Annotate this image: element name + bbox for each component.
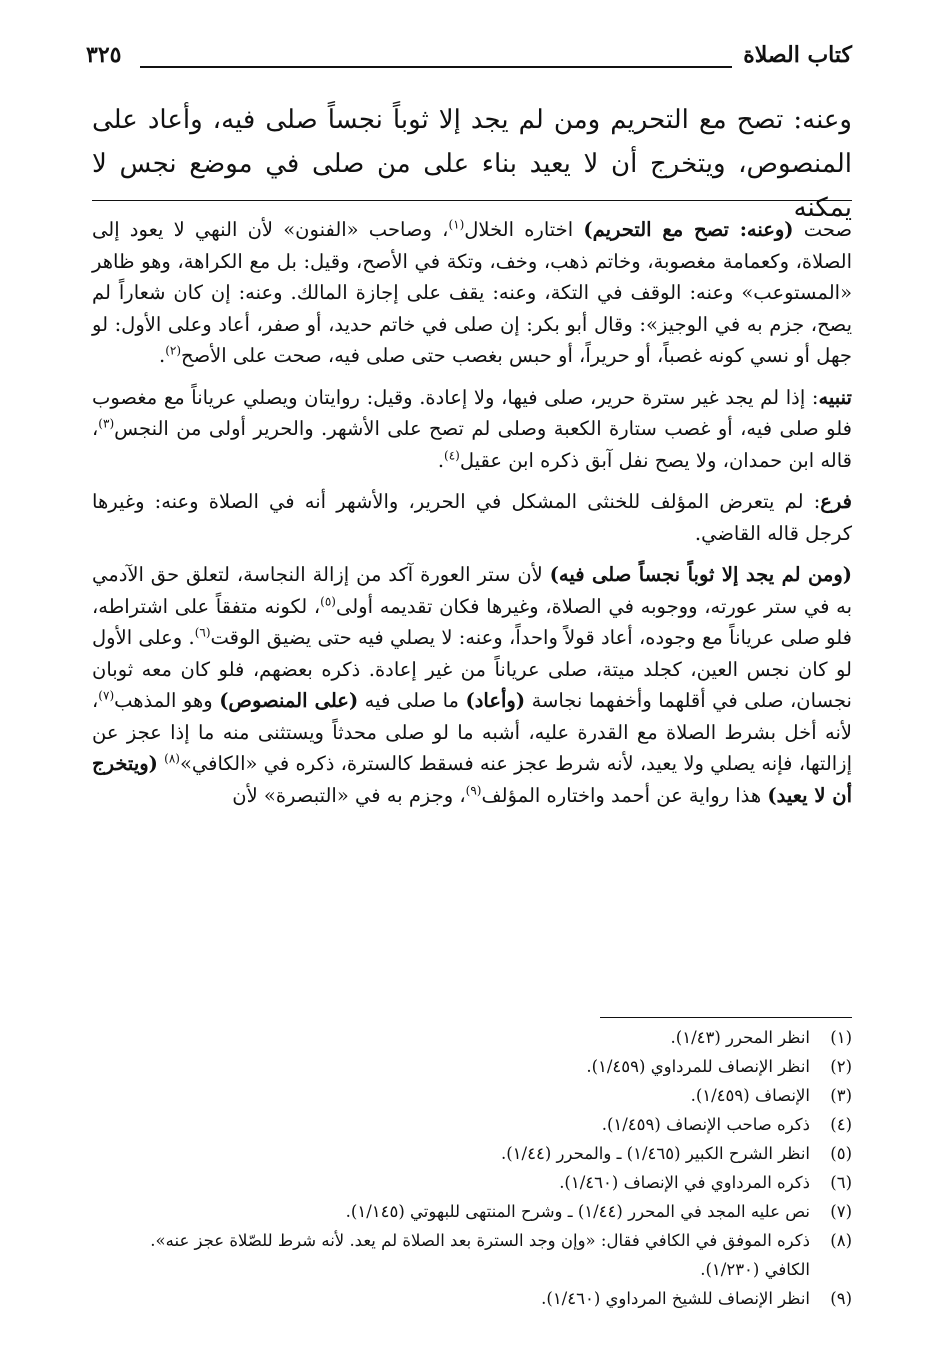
quoted-matn: (وعنه: تصح مع التحريم) xyxy=(583,218,794,241)
footnote-item xyxy=(92,1023,852,1052)
text-run: ، لكونه متفقاً على اشتراطه، فلو صلى عرياناً مع وجوده، أعاد قولاً واحداً، وعنه: لا يصلي فيه حتى يضيق الوقت xyxy=(92,594,852,649)
text-run: : إذا لم يجد غير سترة حرير، صلى فيها، ولا إعادة. وقيل: روايتان ويصلي عرياناً مع مغصوب فلو صلى فيه، أو غصب ستارة الكعبة وصلى لم تصح على الأشهر. والحرير أولى من النجس xyxy=(92,385,852,440)
text-run: اختاره الخلال xyxy=(464,218,584,241)
footnote-ref[interactable]: (٩) xyxy=(465,783,482,797)
commentary-paragraph-4 xyxy=(92,559,852,811)
footnote-text: ذكره المرداوي في الإنصاف (١/٤٦٠). xyxy=(559,1173,810,1192)
text-run: ، لأنه أخل بشرط الصلاة مع القدرة عليه، أشبه ما لو صلى محدثاً ويستثنى منه ما إذا عجز عن إزالتها، فإنه يصلي ولا يعيد، لأنه شرط عجز عنه فسقط كالسترة، ذكره في «الكافي» xyxy=(92,689,853,775)
text-run: ما صلى فيه xyxy=(358,689,466,712)
note-label: تنبيه xyxy=(818,385,852,409)
commentary xyxy=(92,214,852,817)
footnote-text: نص عليه المجد في المحرر (١/٤٤) ـ وشرح المنتهى للبهوتي (١/١٤٥). xyxy=(345,1202,810,1221)
footnote-number: (٩) xyxy=(830,1289,852,1308)
footnote-number: (٢) xyxy=(830,1057,852,1076)
footnote-text: انظر المحرر (١/٤٣). xyxy=(670,1028,810,1047)
footnote-number: (٧) xyxy=(830,1202,852,1221)
footnote-item xyxy=(92,1139,852,1168)
main-text-paragraph: وعنه: تصح مع التحريم ومن لم يجد إلا ثوباً نجساً صلى فيه، وأعاد على المنصوص، ويتخرج أن لا يعيد بناء على من صلى في موضع نجس لا يمكنه xyxy=(92,105,852,223)
footnote-ref[interactable]: (٥) xyxy=(320,594,336,608)
footnote-number: (٤) xyxy=(830,1115,852,1134)
footnote-item xyxy=(92,1197,852,1226)
footnote-ref[interactable]: (٣) xyxy=(98,416,115,431)
footnote-number: (٣) xyxy=(830,1086,852,1105)
footnote-ref[interactable]: (٨) xyxy=(164,751,180,766)
footnotes xyxy=(92,1023,852,1313)
footnote-text: الإنصاف (١/٤٥٩). xyxy=(690,1086,810,1105)
footnote-ref[interactable]: (٧) xyxy=(98,688,115,703)
footnote-item xyxy=(92,1110,852,1139)
footnote-number: (٦) xyxy=(830,1173,852,1192)
commentary-paragraph-3 xyxy=(92,486,852,549)
branch-label: فرع xyxy=(820,490,852,513)
text-run: ، وصاحب «الفنون» لأن النهي لا يعود إلى الصلاة، وكعمامة مغصوبة، وخاتم ذهب، وخف، وتكة في الأصح، وقيل: بل مع الكراهة، وهو ظاهر «المستوعب» وعنه: الوقف في التكة، وعنه: يقف على إجازة المالك. وعنه: إن كان شعاراً لم يصح، جزم به في الوجيز»: وقال أبو بكر: إن صلى في خاتم حديد، أو صفر، أعاد وعلى الأول: لو جهل أو نسي كونه غصباً، أو حريراً، أو حبس بغصب حتى صلى فيه، صحت على الأصح xyxy=(92,218,852,367)
footnote-ref[interactable]: (٢) xyxy=(165,343,182,358)
commentary-paragraph-1 xyxy=(92,214,852,372)
text-run: صحت xyxy=(793,218,853,241)
footnote-item xyxy=(92,1052,852,1081)
chapter-title: كتاب الصلاة xyxy=(743,42,852,68)
footnote-text: ذكره صاحب الإنصاف (١/٤٥٩). xyxy=(601,1115,810,1134)
text-run: هذا رواية عن أحمد واختاره المؤلف xyxy=(481,783,768,807)
quoted-matn: (وأعاد) xyxy=(465,689,526,712)
quoted-matn: (ومن لم يجد إلا ثوباً نجساً صلى فيه) xyxy=(549,563,852,586)
page-number: ٣٢٥ xyxy=(86,42,122,68)
footnote-number: (١) xyxy=(830,1028,852,1047)
quoted-matn: (ويتخرج أن لا يعيد) xyxy=(92,752,852,807)
running-header xyxy=(86,42,852,76)
commentary-paragraph-2 xyxy=(92,382,852,477)
header-rule xyxy=(140,66,732,68)
quoted-matn: (على المنصوص) xyxy=(219,689,359,712)
footnote-item xyxy=(92,1081,852,1110)
main-text-divider xyxy=(92,200,852,201)
footnote-continuation: الكافي (١/٢٣٠). xyxy=(700,1260,810,1279)
text-run: : لم يتعرض المؤلف للخنثى المشكل في الحرير، والأشهر أنه في الصلاة وعنه: وغيرها كرجل قاله القاضي. xyxy=(92,490,852,545)
footnote-ref[interactable]: (٤) xyxy=(444,448,460,462)
footnote-text: انظر الإنصاف للشيخ المرداوي (١/٤٦٠). xyxy=(541,1289,810,1308)
footnote-text: انظر الشرح الكبير (١/٤٦٥) ـ والمحرر (١/٤٤). xyxy=(500,1144,810,1163)
text-run: . xyxy=(437,448,445,472)
footnote-number: (٨) xyxy=(830,1231,852,1250)
footnote-text: ذكره الموفق في الكافي فقال: «وإن وجد السترة بعد الصلاة لم يعد. لأنه شرط للصّلاة عجز عنه». xyxy=(150,1231,810,1250)
text-run: ، قاله ابن حمدان، ولا يصح نفل آبق ذكره ابن عقيل xyxy=(92,417,852,472)
footnote-item xyxy=(92,1226,852,1284)
main-text xyxy=(92,98,852,230)
footnote-ref[interactable]: (٦) xyxy=(194,625,211,640)
text-run: ، وجزم به في «التبصرة» لأن xyxy=(232,783,466,807)
text-run: لأن ستر العورة آكد من إزالة النجاسة، لتعلق حق الآدمي به في ستر عورته، ووجوبه في الصلاة، وغيرها فكان تقديمه أولى xyxy=(92,563,852,618)
footnote-item xyxy=(92,1168,852,1197)
footnote-ref[interactable]: (١) xyxy=(448,217,465,232)
text-run: وهو المذهب xyxy=(114,689,220,712)
footnote-item xyxy=(92,1284,852,1313)
footnote-divider xyxy=(600,1017,852,1018)
footnote-text: انظر الإنصاف للمرداوي (١/٤٥٩). xyxy=(586,1057,810,1076)
text-run: . وعلى الأول لو كان نجس العين، كجلد ميتة، صلى عرياناً من غير إعادة. ذكره بعضهم، فلو كان معه ثوبان نجسان، صلى في أقلهما وأخفهما نجاسة xyxy=(92,626,852,712)
text-run: . xyxy=(158,344,166,367)
footnote-number: (٥) xyxy=(830,1144,852,1163)
